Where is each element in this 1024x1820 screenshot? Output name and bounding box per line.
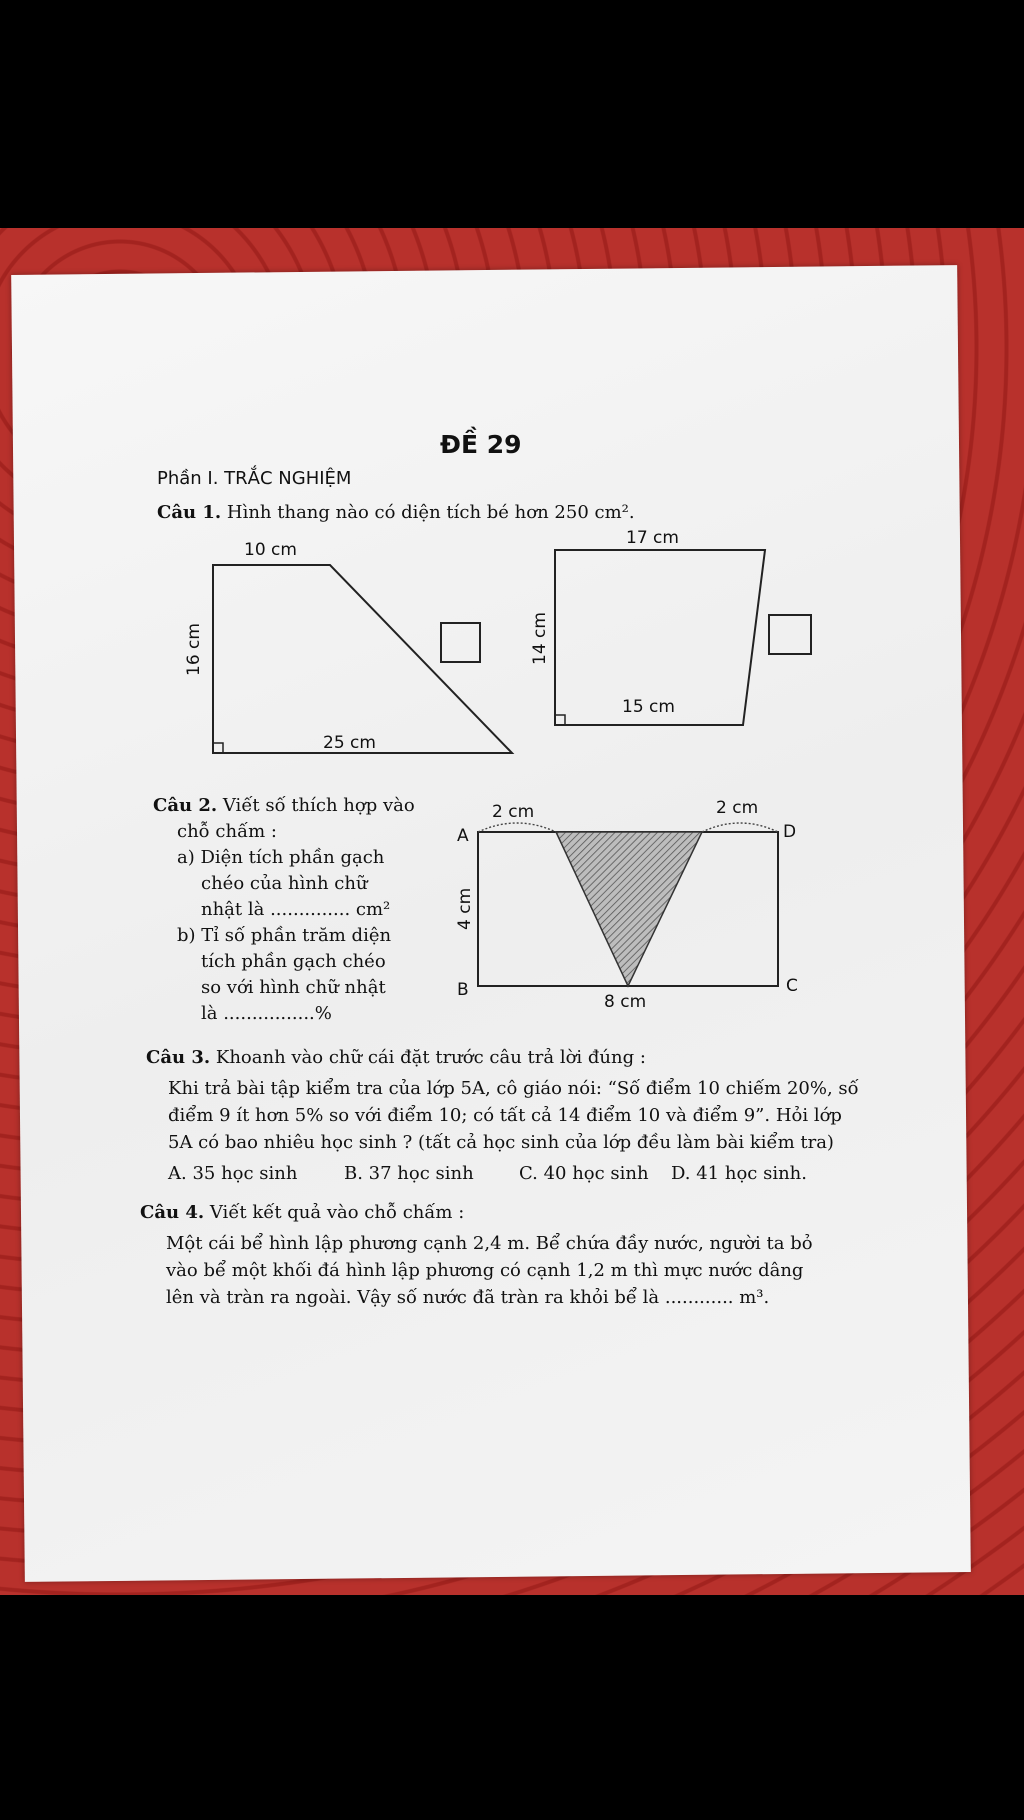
right-angle-mark-2 xyxy=(555,715,565,725)
fig1-bottom-label: 25 cm xyxy=(323,733,376,753)
left-brace xyxy=(478,823,556,832)
question-2-a-line-1: a) Diện tích phần gạch xyxy=(177,847,385,868)
question-2-intro-1: Viết số thích hợp vào xyxy=(222,795,415,816)
fig1-height-label: 16 cm xyxy=(184,623,204,676)
option-a[interactable]: A. 35 học sinh xyxy=(168,1163,298,1184)
question-3-line-1: Khi trả bài tập kiểm tra của lớp 5A, cô giáo nói: “Số điểm 10 chiếm 20%, số xyxy=(168,1078,859,1099)
question-4-prompt: Viết kết quả vào chỗ chấm : xyxy=(209,1202,465,1223)
fig3-height-label: 4 cm xyxy=(455,887,475,930)
rectangle-figure xyxy=(470,800,790,1000)
question-2-label: Câu 2. xyxy=(153,795,218,816)
fig3-right-width-label: 2 cm xyxy=(716,798,759,818)
question-4-line-1: Một cái bể hình lập phương cạnh 2,4 m. Bể chứa đầy nước, người ta bỏ xyxy=(166,1233,813,1254)
answer-box-2[interactable] xyxy=(768,614,812,655)
question-4-label: Câu 4. xyxy=(140,1202,205,1223)
question-2-a-line-2: chéo của hình chữ xyxy=(201,873,368,894)
section-heading: Phần I. TRẮC NGHIỆM xyxy=(157,468,352,489)
vertex-d: D xyxy=(783,822,797,842)
vertex-b: B xyxy=(457,980,469,1000)
option-c[interactable]: C. 40 học sinh xyxy=(519,1163,649,1184)
option-b[interactable]: B. 37 học sinh xyxy=(344,1163,474,1184)
question-2-intro-2: chỗ chấm : xyxy=(177,821,277,842)
question-3-prompt: Khoanh vào chữ cái đặt trước câu trả lời đúng : xyxy=(215,1047,646,1068)
question-4-body xyxy=(166,1230,866,1311)
answer-box-1[interactable] xyxy=(440,622,481,663)
fig1-top-label: 10 cm xyxy=(244,540,297,560)
question-2-b-line-2: tích phần gạch chéo xyxy=(201,951,386,972)
page-title: ĐỀ 29 xyxy=(440,430,522,459)
right-angle-mark-1 xyxy=(213,743,223,753)
question-4 xyxy=(140,1200,464,1226)
fig2-top-label: 17 cm xyxy=(626,528,679,548)
question-4-line-2: vào bể một khối đá hình lập phương có cạnh 1,2 m thì mực nước dâng xyxy=(166,1260,804,1281)
question-3-line-2: điểm 9 ít hơn 5% so với điểm 10; có tất cả 14 điểm 10 và điểm 9”. Hỏi lớp xyxy=(168,1105,842,1126)
question-3 xyxy=(146,1045,646,1071)
question-3-label: Câu 3. xyxy=(146,1047,211,1068)
right-brace xyxy=(702,823,778,832)
question-4-line-3: lên và tràn ra ngoài. Vậy số nước đã tràn ra khỏi bể là ............ m³. xyxy=(166,1287,770,1308)
fig2-bottom-label: 15 cm xyxy=(622,697,675,717)
option-d[interactable]: D. 41 học sinh. xyxy=(671,1163,807,1184)
question-3-body xyxy=(168,1075,868,1156)
question-2-b-line-1: b) Tỉ số phần trăm diện xyxy=(177,925,392,946)
question-3-line-3: 5A có bao nhiêu học sinh ? (tất cả học sinh của lớp đều làm bài kiểm tra) xyxy=(168,1132,834,1153)
question-1-label: Câu 1. xyxy=(157,502,222,523)
fig3-left-width-label: 2 cm xyxy=(492,802,535,822)
fig3-bottom-label: 8 cm xyxy=(604,992,647,1012)
vertex-c: C xyxy=(786,976,798,996)
vertex-a: A xyxy=(457,826,469,846)
question-2-b-line-4: là ................% xyxy=(201,1003,332,1024)
shaded-triangle xyxy=(556,832,702,986)
question-1-text: Hình thang nào có diện tích bé hơn 250 cm². xyxy=(226,502,635,523)
question-1 xyxy=(157,500,635,526)
fig2-height-label: 14 cm xyxy=(530,612,550,665)
question-2-b-line-3: so với hình chữ nhật xyxy=(201,977,386,998)
question-2-a-line-3: nhật là .............. cm² xyxy=(201,899,391,920)
question-2 xyxy=(153,793,443,1027)
